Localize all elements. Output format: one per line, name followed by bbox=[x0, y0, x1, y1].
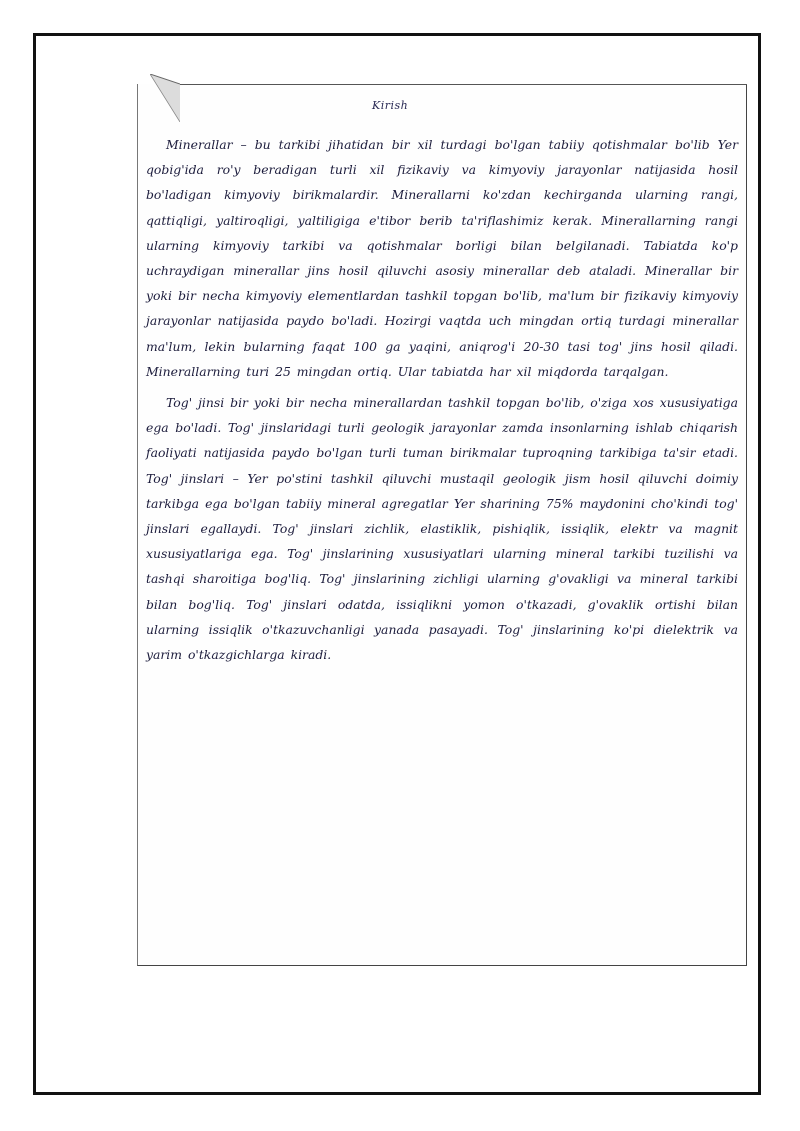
sheet-top-edge bbox=[180, 84, 747, 85]
page-heading: Kirish bbox=[372, 99, 409, 112]
handwritten-body bbox=[146, 132, 738, 667]
paragraph-rocks: Tog' jinsi bir yoki bir necha minerallardan tashkil topgan bo'lib, o'ziga xos xususiyatiga ega bo'ladi. Tog' jinslaridagi turli geologik jarayonlar zamda insonlarning ishlab chiqarish faoliyati natijasida paydo bo'lgan turli tuman birikmalar tuproqning tarkibiga ta'sir etadi. Tog' jinslari – Yer po'stini tashkil qiluvchi mustaqil geologik jism hosil qiluvchi doimiy tarkibga ega bo'lgan tabiiy mineral agregatlar Yer sharining 75% maydonini cho'kindi tog' jinslari egallaydi. Tog' jinslari zichlik, elastiklik, pishiqlik, issiqlik, elektr va magnit xususiyatlariga ega. Tog' jinslarining xususiyatlari ularning mineral tarkibi tuzilishi va tashqi sharoitiga bog'liq. Tog' jinslarining zichligi ularning g'ovakligi va mineral tarkibi bilan bog'liq. Tog' jinslari odatda, issiqlikni yomon o'tkazadi, g'ovaklik ortishi bilan ularning issiqlik o'tkazuvchanligi yanada pasayadi. Tog' jinslarining ko'pi dielektrik va yarim o'tkazgichlarga kiradi. bbox=[146, 395, 738, 663]
paragraph-minerals: Minerallar – bu tarkibi jihatidan bir xil turdagi bo'lgan tabiiy qotishmalar bo'lib Yer qobig'ida ro'y beradigan turli xil fizikaviy va kimyoviy jarayonlar natijasida hosil bo'ladigan kimyoviy birikmalardir. Minerallarni ko'zdan kechirganda ularning rangi, qattiqligi, yaltiroqligi, yaltiligiga e'tibor berib ta'riflashimiz kerak. Minerallarning rangi ularning kimyoviy tarkibi va qotishmalar borligi bilan belgilanadi. Tabiatda ko'p uchraydigan minerallar jins hosil qiluvchi asosiy minerallar deb ataladi. Minerallar bir yoki bir necha kimyoviy elementlardan tashkil topgan bo'lib, ma'lum bir fizikaviy kimyoviy jarayonlar natijasida paydo bo'ladi. Hozirgi vaqtda uch mingdan ortiq turdagi minerallar ma'lum, lekin bularning faqat 100 ga yaqini, aniqrog'i 20-30 tasi tog' jins hosil qiladi. Minerallarning turi 25 mingdan ortiq. Ular tabiatda har xil miqdorda tarqalgan. bbox=[146, 137, 738, 379]
folded-corner-icon bbox=[150, 74, 180, 122]
